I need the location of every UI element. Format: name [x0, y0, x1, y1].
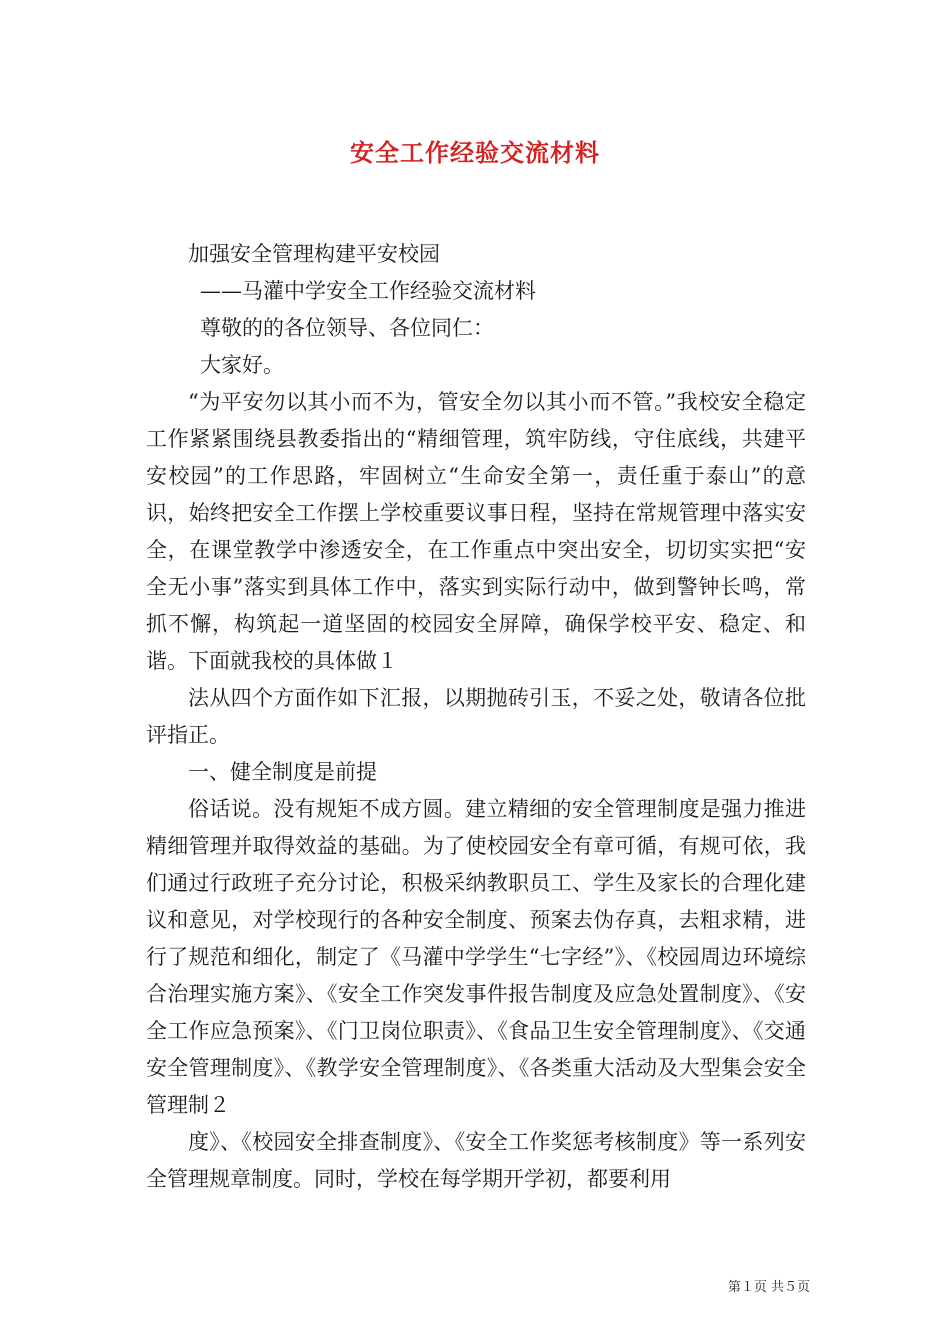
- document-body: [146, 236, 806, 1198]
- paragraph: “为平安勿以其小而不为，管安全勿以其小而不管。”我校安全稳定工作紧紧围绕县教委指出的“精细管理，筑牢防线，守住底线，共建平安校园”的工作思路，牢固树立“生命安全第一，责任重于泰山”的意识，始终把安全工作摆上学校重要议事日程，坚持在常规管理中落实安全，在课堂教学中渗透安全，在工作重点中突出安全，切切实实把“安全无小事”落实到具体工作中，落实到实际行动中，做到警钟长鸣，常抓不懈，构筑起一道坚固的校园安全屏障，确保学校平安、稳定、和谐。下面就我校的具体做１: [146, 390, 806, 673]
- section-heading: 一、健全制度是前提: [188, 760, 377, 784]
- heading-line: 加强安全管理构建平安校园: [188, 242, 440, 266]
- paragraph: 俗话说。没有规矩不成方圆。建立精细的安全管理制度是强力推进精细管理并取得效益的基础。为了使校园安全有章可循，有规可依，我们通过行政班子充分讨论，积极采纳教职员工、学生及家长的合理化建议和意见，对学校现行的各种安全制度、预案去伪存真，去粗求精，进行了规范和细化，制定了《马灌中学学生“七字经”》、《校园周边环境综合治理实施方案》、《安全工作突发事件报告制度及应急处置制度》、《安全工作应急预案》、《门卫岗位职责》、《食品卫生安全管理制度》、《交通安全管理制度》、《教学安全管理制度》、《各类重大活动及大型集会安全管理制２: [146, 797, 806, 1117]
- paragraph: 度》、《校园安全排查制度》、《安全工作奖惩考核制度》等一系列安全管理规章制度。同时，学校在每学期开学初，都要利用: [146, 1130, 806, 1191]
- page-number: 第１页 共５页: [727, 1280, 810, 1295]
- document-title: 安全工作经验交流材料: [350, 138, 600, 167]
- greeting-line: 大家好。: [200, 353, 284, 377]
- salutation-line: 尊敬的的各位领导、各位同仁：: [200, 316, 494, 340]
- paragraph: 法从四个方面作如下汇报，以期抛砖引玉，不妥之处，敬请各位批评指正。: [146, 686, 806, 747]
- subtitle-line: ——马灌中学安全工作经验交流材料: [200, 279, 536, 303]
